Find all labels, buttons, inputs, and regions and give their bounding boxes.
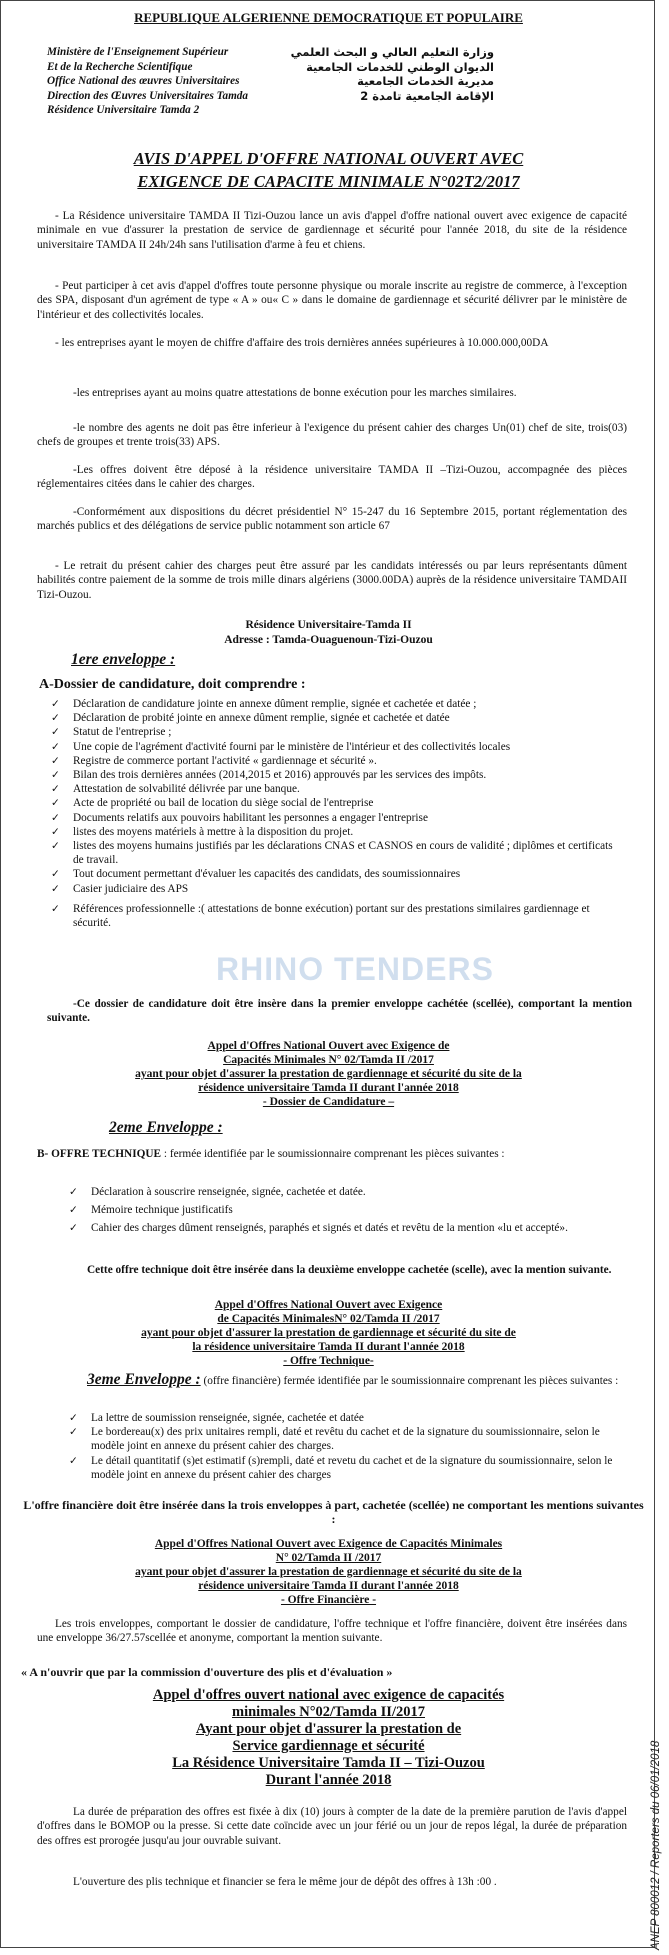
paragraph-2: - Peut participer à cet avis d'appel d'offres toute personne physique ou morale inscrite au registre de commerce, à l'exception des SPA, disposant d'un agrément de type « A » ou« C » dans le domaine de gardiennage et sécurité délivrer par le ministère de l'intérieur et des collectivités locales. [37, 280, 627, 321]
outer-envelope-mention [1, 1687, 656, 1789]
list-item: ✓ Statut de l'entreprise ; [51, 725, 626, 739]
publication-text: ANEP 800012 / Reporters du 06/01/2018 [650, 1740, 662, 1950]
paragraph-8: - Le retrait du présent cahier des charges peut être assuré par les candidats intéressés ou par leurs représentants dûment habilités contre paiement de la somme de trois mille dinars algériens (3000.00DA) auprès de la résidence universitaire TAMDAII Tizi-Ouzou. [37, 560, 627, 601]
list-item: ✓ listes des moyens matériels à mettre à la disposition du projet. [51, 825, 626, 839]
mention-line: ayant pour objet d'assurer la prestation de gardiennage et sécurité du site de la [135, 1566, 522, 1578]
technical-list [69, 1185, 629, 1236]
republic-header: REPUBLIQUE ALGERIENNE DEMOCRATIQUE ET POPULAIRE [134, 10, 523, 25]
paragraph-3: - les entreprises ayant le moyen de chiffre d'affaire des trois dernières années supérieures à 10.000.000,00DA [55, 337, 549, 349]
envelope-1-mention [1, 1039, 656, 1109]
paragraph-7: -Conformément aux dispositions du décret présidentiel N° 15-247 du 16 Septembre 2015, portant réglementation des marchés publics et des délégations de service public notamment son article 67 [37, 506, 627, 533]
mention-line: La Résidence Universitaire Tamda II – Tizi-Ouzou [172, 1755, 485, 1771]
paragraph-4: -les entreprises ayant au moins quatre attestations de bonne exécution pour les marches similaires. [73, 387, 517, 399]
list-item: ✓ Registre de commerce portant l'activité « gardiennage et sécurité ». [51, 754, 626, 768]
mention-line: Capacités Minimales N° 02/Tamda II /2017 [223, 1054, 434, 1066]
opening-paragraph: L'ouverture des plis technique et financier se fera le même jour de dépôt des offres à 13h :00 . [73, 1876, 497, 1888]
list-item: ✓ Documents relatifs aux pouvoirs habilitant les personnes a engager l'entreprise [51, 811, 626, 825]
title-line: AVIS D'APPEL D'OFFRE NATIONAL OUVERT AVEC [133, 149, 524, 168]
paragraph-1: - La Résidence universitaire TAMDA II Tizi-Ouzou lance un avis d'appel d'offre national ouvert avec exigence de capacité minimale en vue d'assurer la prestation de service de gardiennage et sécurité pour l'année 2018, du site de la résidence universitaire TAMDA II 24h/24h sans l'utilisation d'arme à feu et chiens. [37, 210, 627, 251]
watermark: RHINO TENDERS [216, 951, 494, 987]
ministry-ar-line: مديرية الخدمات الجامعية [357, 74, 494, 88]
list-item: ✓ Bilan des trois dernières années (2014,2015 et 2016) approuvés par les services des impôts. [51, 768, 626, 782]
list-item: ✓ La lettre de soumission renseignée, signée, cachetée et datée [69, 1411, 629, 1425]
list-item: ✓ Cahier des charges dûment renseignés, paraphés et signés et datés et revêtu de la mention «lu et accepté». [69, 1221, 629, 1235]
list-item: ✓ Une copie de l'agrément d'activité fourni par le ministère de l'intérieur et des collectivités locales [51, 740, 626, 754]
mention-line: résidence universitaire Tamda II durant l'année 2018 [198, 1082, 459, 1094]
mention-line: Appel d'Offres National Ouvert avec Exigence de Capacités Minimales [154, 1538, 503, 1550]
address-name: Résidence Universitaire-Tamda II [245, 619, 412, 631]
candidature-list [51, 697, 626, 930]
envelope-3-note: L'offre financière doit être insérée dans la trois enveloppes à part, cachetée (scellée) ne comportant les mentions suivantes : [23, 1498, 644, 1526]
address-line: Adresse : Tamda-Ouaguenoun-Tizi-Ouzou [224, 634, 433, 646]
mention-line: la résidence universitaire Tamda II durant l'année 2018 [192, 1341, 465, 1353]
list-item: ✓ Mémoire technique justificatifs [69, 1203, 629, 1217]
list-item: ✓ Acte de propriété ou bail de location du siège social de l'entreprise [51, 796, 626, 810]
list-item: ✓ Références professionnelle :( attestations de bonne exécution) portant sur des prestations similaires gardiennage et sécurité. [51, 902, 626, 930]
list-item: ✓ Déclaration de probité jointe en annexe dûment remplie, signée et cachetée et datée [51, 711, 626, 725]
envelope-1-title: 1ere enveloppe : [71, 651, 176, 668]
list-item: ✓ listes des moyens humains justifiés par les déclarations CNAS et CASNOS en cours de validité ; diplômes et certificats de travail. [51, 839, 626, 867]
mention-line: N° 02/Tamda II /2017 [275, 1552, 382, 1564]
envelope-2-note: Cette offre technique doit être insérée dans la deuxième enveloppe cachetée (scelle), avec la mention suivante. [87, 1264, 612, 1276]
mention-line: de Capacités MinimalesN° 02/Tamda II /2017 [217, 1313, 440, 1325]
ministry-ar-line: الديوان الوطني للخدمات الجامعية [306, 59, 494, 74]
closing-paragraph: Les trois enveloppes, comportant le dossier de candidature, l'offre technique et l'offre financière, doivent être insérées dans une enveloppe 36/27.57scellée et anonyme, comportant la mention suivante. [37, 1618, 627, 1645]
intro-text: (offre financière) fermée identifiée par le soumissionnaire comprenant les pièces suivantes : [200, 1375, 619, 1387]
mention-line: Ayant pour objet d'assurer la prestation de [195, 1721, 462, 1737]
mention-line: Durant l'année 2018 [265, 1772, 392, 1788]
section-label: B- OFFRE TECHNIQUE [37, 1148, 162, 1160]
preparation-paragraph: La durée de préparation des offres est fixée à dix (10) jours à compter de la date de la première parution de l'avis d'appel d'offres dans le BOMOP ou la presse. Si cette date coïncide avec un jour férié ou un jour de repos légal, la durée de préparation des offres est prorogée jusqu'au jour ouvrable suivant. [37, 1806, 627, 1847]
ministry-ar-line: الإقامة الجامعية تامدة 2 [360, 88, 494, 103]
envelope-1-note: -Ce dossier de candidature doit être insère dans la premier enveloppe cachétée (scellée), comportant la mention suivante. [47, 998, 632, 1025]
ministry-ar-line: وزارة التعليم العالي و البحث العلمي [290, 45, 494, 59]
list-item: ✓ Tout document permettant d'évaluer les capacités des candidats, des soumissionnaires [51, 867, 626, 881]
notice-title [1, 147, 656, 193]
ministry-line: Résidence Universitaire Tamda 2 [47, 104, 200, 116]
section-text: : fermée identifiée par le soumissionnaire comprenant les pièces suivantes : [161, 1148, 505, 1160]
list-item: ✓ Le détail quantitatif (s)et estimatif (s)rempli, daté et revetu du cachet et de la signature du soumissionnaire, selon le modèle joint en annexe du présent cahier des charges [69, 1454, 629, 1482]
mention-line: Appel d'Offres National Ouvert avec Exigence [214, 1299, 443, 1311]
ministry-line: Office National des œuvres Universitaires [47, 75, 240, 87]
envelope-2-section [37, 1147, 627, 1161]
mention-line: ayant pour objet d'assurer la prestation de gardiennage et sécurité du site de [141, 1327, 516, 1339]
mention-line: Appel d'offres ouvert national avec exigence de capacités [152, 1687, 505, 1703]
mention-line: Service gardiennage et sécurité [232, 1738, 425, 1754]
publication-stamp [650, 1620, 666, 1950]
mention-line: - Offre Technique- [283, 1355, 374, 1367]
title-line: EXIGENCE DE CAPACITE MINIMALE N°02T2/2017 [137, 172, 520, 191]
mention-line: Appel d'Offres National Ouvert avec Exigence de [207, 1040, 450, 1052]
envelope-2-title: 2eme Enveloppe : [109, 1119, 223, 1136]
mention-line: résidence universitaire Tamda II durant l'année 2018 [198, 1580, 459, 1592]
mention-line: ayant pour objet d'assurer la prestation de gardiennage et sécurité du site de la [135, 1068, 522, 1080]
paragraph-6: -Les offres doivent être déposé à la résidence universitaire TAMDA II –Tizi-Ouzou, accompagnée des pièces réglementaires citées dans le cahier des charges. [37, 464, 627, 491]
paragraph-5: -le nombre des agents ne doit pas être inferieur à l'exigence du présent cahier des charges Un(01) chef de site, trois(03) chefs de groupes et trente trois(33) APS. [37, 422, 627, 449]
list-item: ✓ Le bordereau(x) des prix unitaires rempli, daté et revêtu du cachet et de la signature du soumissionnaire, selon le modèle joint en annexe du présent cahier des charges. [69, 1425, 629, 1453]
ministry-line: Direction des Œuvres Universitaires Tamda [47, 89, 248, 102]
envelope-1-section: A-Dossier de candidature, doit comprendre : [39, 677, 306, 692]
ministry-line: Ministère de l'Enseignement Supérieur [47, 46, 229, 58]
ministry-line: Et de la Recherche Scientifique [47, 60, 193, 73]
mention-line: - Dossier de Candidature – [262, 1096, 395, 1108]
financial-list [69, 1411, 629, 1482]
ministry-french [47, 45, 248, 118]
envelope-3-title: 3eme Enveloppe : [87, 1371, 201, 1388]
mention-line: minimales N°02/Tamda II/2017 [232, 1704, 425, 1720]
list-item: ✓ Déclaration de candidature jointe en annexe dûment remplie, signée et cachetée et datée ; [51, 697, 626, 711]
list-item: ✓ Casier judiciaire des APS [51, 882, 626, 896]
envelope-3-mention [1, 1537, 656, 1607]
mention-line: - Offre Financière - [280, 1594, 377, 1606]
list-item: ✓ Déclaration à souscrire renseignée, signée, cachetée et datée. [69, 1185, 629, 1199]
envelope-3-intro [47, 1373, 632, 1388]
envelope-2-mention [1, 1298, 656, 1368]
opening-quote: « A n'ouvrir que par la commission d'ouverture des plis et d'évaluation » [21, 1665, 393, 1679]
ministry-arabic [291, 45, 494, 103]
list-item: ✓ Attestation de solvabilité délivrée par une banque. [51, 782, 626, 796]
